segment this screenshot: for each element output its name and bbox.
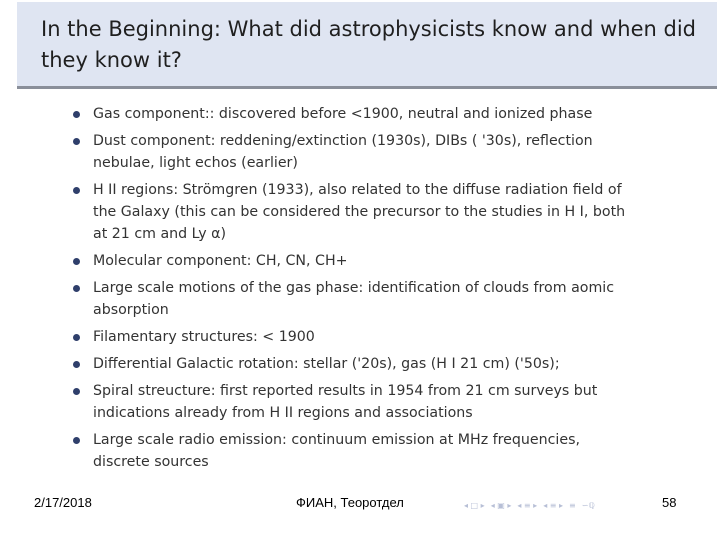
bullet-dot-icon (73, 111, 80, 118)
nav-next-icon[interactable]: ≡ (569, 500, 576, 510)
bullet-item (70, 130, 630, 174)
nav-section-prev-icon[interactable]: ◂ ≡ ▸ (517, 500, 538, 510)
nav-search-icon[interactable]: ∽ℚ (581, 500, 595, 510)
bullet-text: Differential Galactic rotation: stellar ('20s), gas (H I 21 cm) ('50s); (93, 356, 560, 372)
title-bar (17, 2, 717, 86)
bullet-item (70, 380, 630, 424)
bullet-list (70, 103, 630, 478)
bullet-text: Filamentary structures: < 1900 (93, 329, 315, 345)
page-number: 58 (662, 495, 677, 510)
nav-first-icon[interactable]: ◂ □ ▸ (464, 500, 485, 510)
bullet-item (70, 103, 630, 125)
bullet-dot-icon (73, 361, 80, 368)
bullet-text: Large scale motions of the gas phase: identification of clouds from aomic absorption (93, 280, 615, 318)
bullet-dot-icon (73, 138, 80, 145)
footer-institution: ФИАН, Теоротдел (296, 495, 404, 510)
title-divider (17, 86, 717, 89)
bullet-dot-icon (73, 334, 80, 341)
bullet-item (70, 326, 630, 348)
bullet-item (70, 277, 630, 321)
nav-prev-icon[interactable]: ◂ ▣ ▸ (490, 500, 512, 510)
bullet-item (70, 179, 630, 245)
bullet-dot-icon (73, 437, 80, 444)
bullet-text: H II regions: Strömgren (1933), also related to the diffuse radiation field of the Galaxy (this can be considered the precursor to the studies in H I, both at 21 cm and Ly α) (93, 182, 626, 242)
slide-title: In the Beginning: What did astrophysicists know and when did they know it? (41, 17, 696, 72)
nav-section-next-icon[interactable]: ◂ ≡ ▸ (543, 500, 564, 510)
bullet-dot-icon (73, 388, 80, 395)
bullet-text: Gas component:: discovered before <1900, neutral and ionized phase (93, 106, 593, 122)
bullet-dot-icon (73, 285, 80, 292)
bullet-text: Spiral streucture: first reported results in 1954 from 21 cm surveys but indications already from H II regions and associations (93, 383, 598, 421)
bullet-dot-icon (73, 258, 80, 265)
bullet-dot-icon (73, 187, 80, 194)
beamer-navigation (464, 496, 595, 514)
bullet-text: Large scale radio emission: continuum emission at MHz frequencies, discrete sources (93, 432, 580, 470)
bullet-text: Dust component: reddening/extinction (1930s), DIBs ( '30s), reflection nebulae, light echos (earlier) (93, 133, 593, 171)
bullet-text: Molecular component: CH, CN, CH+ (93, 253, 348, 269)
bullet-item (70, 250, 630, 272)
bullet-item (70, 429, 630, 473)
footer-date: 2/17/2018 (34, 495, 92, 510)
bullet-item (70, 353, 630, 375)
